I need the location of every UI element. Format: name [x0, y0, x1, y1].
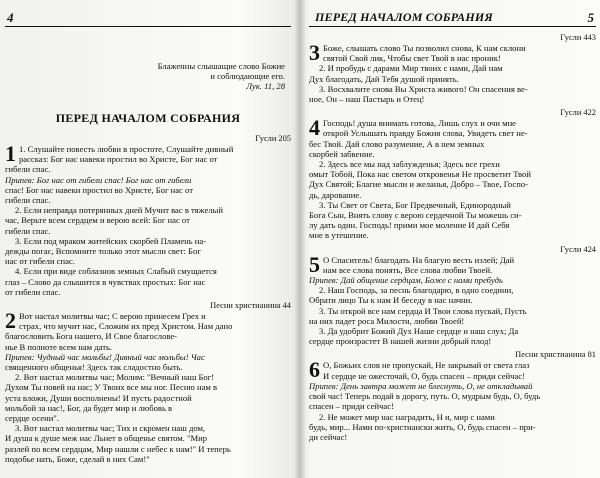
verse-line: 3. Если под мраком житейских скорбей Пламень на-: [15, 235, 207, 246]
running-title: ПЕРЕД НАЧАЛОМ СОБРАНИЯ: [315, 10, 493, 24]
refrain-line: Припев: Дай общение сердцам, Боже с нами пребудь: [309, 275, 503, 286]
hymn: [309, 108, 596, 240]
verse-line: святой Свой лик, Чтобы свет Твой в нас проник!: [323, 53, 501, 64]
verse-line: 2. Не может мир нас наградить, Н и, мир с нами: [319, 411, 495, 422]
hymn: [309, 350, 596, 442]
verse-line: на них падет роса Милости, любви Твоей!: [309, 315, 465, 326]
hymn-source: Гусли 422: [560, 108, 596, 118]
left-page: [5, 8, 291, 470]
hymn-source: Гусли 443: [560, 33, 596, 42]
verse-line: от гибели спас.: [5, 286, 61, 297]
verse-line: мне в утешение.: [309, 230, 369, 241]
verse-line: мольбой за нас!, Бог, да будет мир и любовь в: [5, 402, 173, 413]
verse-line: И душа к душе меж нас Льнет в общенье святом. "Мир: [5, 433, 208, 444]
hymn-source: Песни христианина 81: [515, 350, 596, 360]
right-page-header: [309, 8, 596, 27]
verse-line: гибели спас.: [5, 225, 51, 236]
left-hymn-list: [5, 134, 291, 464]
hymn-number: 1: [5, 141, 16, 166]
verse-line: Дух Святой; Благие мысли и желанья, Добро – Твое, Госпо-: [309, 179, 528, 190]
right-hymn-list: [309, 33, 596, 442]
verse-line: 4. Если при виде соблазнов земных Слабый смущается: [15, 266, 217, 277]
verse-line: благословить Бога нашего, И Свое благослове-: [5, 331, 178, 342]
verse-line: 2. И пробудь с дарами Мир твоих с нами, Дай нам: [319, 63, 503, 74]
hymn-number: 2: [5, 308, 16, 334]
verse-line: 3. Вот настал молитвы час; Тих и скромен наш дом,: [15, 423, 206, 434]
verse-line: Господь! душа внимать готова, Лишь слух и очи мне: [323, 118, 516, 129]
verse-line: будь, мир... Нами по-христиански жить, О, будь спасен – при-: [309, 421, 536, 432]
verse-line: нам все слова понять, Все слова любви Твоей.: [323, 264, 493, 275]
verse-line: Духом Ты повей на нас; У Твоих все мы ног. Песню нам в: [5, 382, 218, 393]
right-page: [309, 8, 596, 470]
hymn: [309, 245, 596, 347]
section-title: ПЕРЕД НАЧАЛОМ СОБРАНИЯ: [55, 111, 241, 125]
verse-line: свой час! Теперь подай в дорогу, путь. О, мудрым будь, О, будь: [309, 391, 541, 402]
hymn: [5, 301, 291, 464]
verse-line: открой Услышать правду Божия слова, Увидеть свет не-: [323, 128, 528, 139]
verse-line: лу дать один. Господь! прими мое моление И дай Себя: [309, 220, 510, 231]
verse-line: рассказ: Бог нас навеки простил во Христе, Бог нас от: [19, 154, 218, 165]
epigraph-line: и соблюдающие его.: [210, 71, 285, 81]
hymn-number: 6: [309, 357, 320, 383]
verse-line: 2. Здесь все мы над заблужденья; Здесь все грехи: [319, 159, 500, 170]
verse-line: О Спаситель! благодать На благую весть излей; Дай: [323, 254, 515, 265]
left-page-header: [5, 8, 291, 27]
verse-line: 2. Если неправда потерянных дней Мучит вас в тяжелый: [15, 205, 223, 216]
right-page-number: 5: [587, 10, 594, 25]
verse-line: час, Верьте всем сердцем и верою всей: Бог нас от: [5, 215, 190, 226]
book-gutter: [294, 0, 306, 478]
verse-line: гибели спас.: [5, 164, 51, 175]
verse-line: спас! Бог нас навеки простил во Христе, Бог нас от: [5, 184, 193, 195]
verse-line: бес Твой. Дай слово разумение, А в нем земных: [309, 138, 485, 149]
verse-line: 2. Вот настал молитвы час; Молим: "Вечный наш Бог!: [15, 372, 215, 383]
verse-line: сердце осени".: [5, 413, 59, 424]
verse-line: сердце произрастет В нашей жизни добрый плод!: [309, 336, 492, 347]
verse-line: скорбей забвение.: [309, 148, 375, 159]
verse-line: ди сейчас!: [309, 431, 348, 442]
verse-line: 3. Ты Свет от Света, Бог Предвечный, Единородный: [319, 199, 511, 210]
verse-line: 3. Восхвалите снова Вы Христа живого! Он спасения ве-: [319, 83, 528, 94]
hymn-source: Гусли 424: [560, 244, 596, 254]
verse-line: О, Божьих слов не пропускай, Не закрывай от света глаз: [323, 360, 530, 371]
verse-line: И сердце не ожесточай, О, будь спасен – приди сейчас!: [323, 370, 525, 381]
epigraph-line: Блаженны слышащие слово Божие: [157, 61, 285, 71]
hymn-number: 4: [309, 115, 320, 141]
hymn: [5, 134, 291, 297]
verse-line: ное, Он – наш Пастырь и Отец!: [309, 94, 425, 105]
epigraph: [5, 61, 291, 91]
verse-line: 2. Наш Господь, за песнь благодарю, в одно соедини,: [319, 285, 514, 296]
verse-line: 1. Слушайте повесть любви в простоте, Слушайте дивный: [19, 144, 234, 154]
verse-line: разлей по всем сердцам, Мир нашли с небес к нам!" И теперь: [5, 443, 231, 454]
verse-line: нье В полноте всем нам дать.: [5, 341, 113, 352]
verse-line: гибели спас.: [5, 195, 51, 206]
hymn-source: Песни христианина 44: [210, 301, 291, 311]
hymn-source: Гусли 205: [255, 134, 291, 143]
hymn-number: 5: [309, 251, 320, 277]
refrain-line: Припев: День завтра может не блеснуть, О, не откладывай: [309, 380, 533, 391]
verse-line: нас от гибели спас.: [5, 256, 75, 267]
verse-line: 3. Ты открой все нам сердца И Твои слова пускай, Пусть: [319, 305, 527, 316]
verse-line: омыт Тобой, Пока нас светом откровенья Не просветит Твой: [309, 169, 531, 180]
verse-line: спасен – приди сейчас!: [309, 401, 394, 412]
verse-line: Бога Сын, Внять слову с верою сердечной Ты можешь си-: [309, 210, 522, 221]
hymn: [309, 33, 596, 104]
verse-line: Вот настал молитвы час; С верою принесем Грех и: [19, 311, 206, 322]
verse-line: Дух благодать, Дай Тебя душой принять.: [309, 73, 459, 84]
left-page-number: 4: [7, 10, 14, 25]
verse-line: дежды погас, Вспомните только этот мысли свет: Бог: [5, 246, 201, 257]
verse-line: подобье нать, Боже, сделай в них Сам!": [5, 453, 150, 464]
refrain-line: Припев: Чудный час мольбы! Дивный час мольбы! Час: [5, 351, 205, 362]
verse-line: страх, что мучит нас, Сложим их пред Христом. Нам дано: [19, 321, 233, 332]
verse-line: дь, дарование.: [309, 189, 362, 200]
verse-line: уста вложи, Души восполнены! И пусть радостной: [5, 392, 192, 403]
verse-line: 3. Да удобрит Божий Дух Наше сердце и наш слух; Да: [319, 326, 519, 337]
verse-line: Обрати лицо Ты к нам И беседу в нас начни.: [309, 295, 473, 306]
verse-line: священного общенья! Здесь так сладостно быть.: [5, 362, 183, 373]
verse-line: Боже, слышать слово Ты позволил снова, К нам склони: [323, 43, 526, 53]
refrain-line: Припев: Бог нас от гибели спас! Бог нас от гибели: [5, 174, 192, 185]
epigraph-reference: Лук. 11, 28: [246, 81, 285, 91]
verse-line: глаз – Слово да слышится в чувствах простых: Бог нас: [5, 276, 206, 287]
hymn-number: 3: [309, 40, 320, 65]
